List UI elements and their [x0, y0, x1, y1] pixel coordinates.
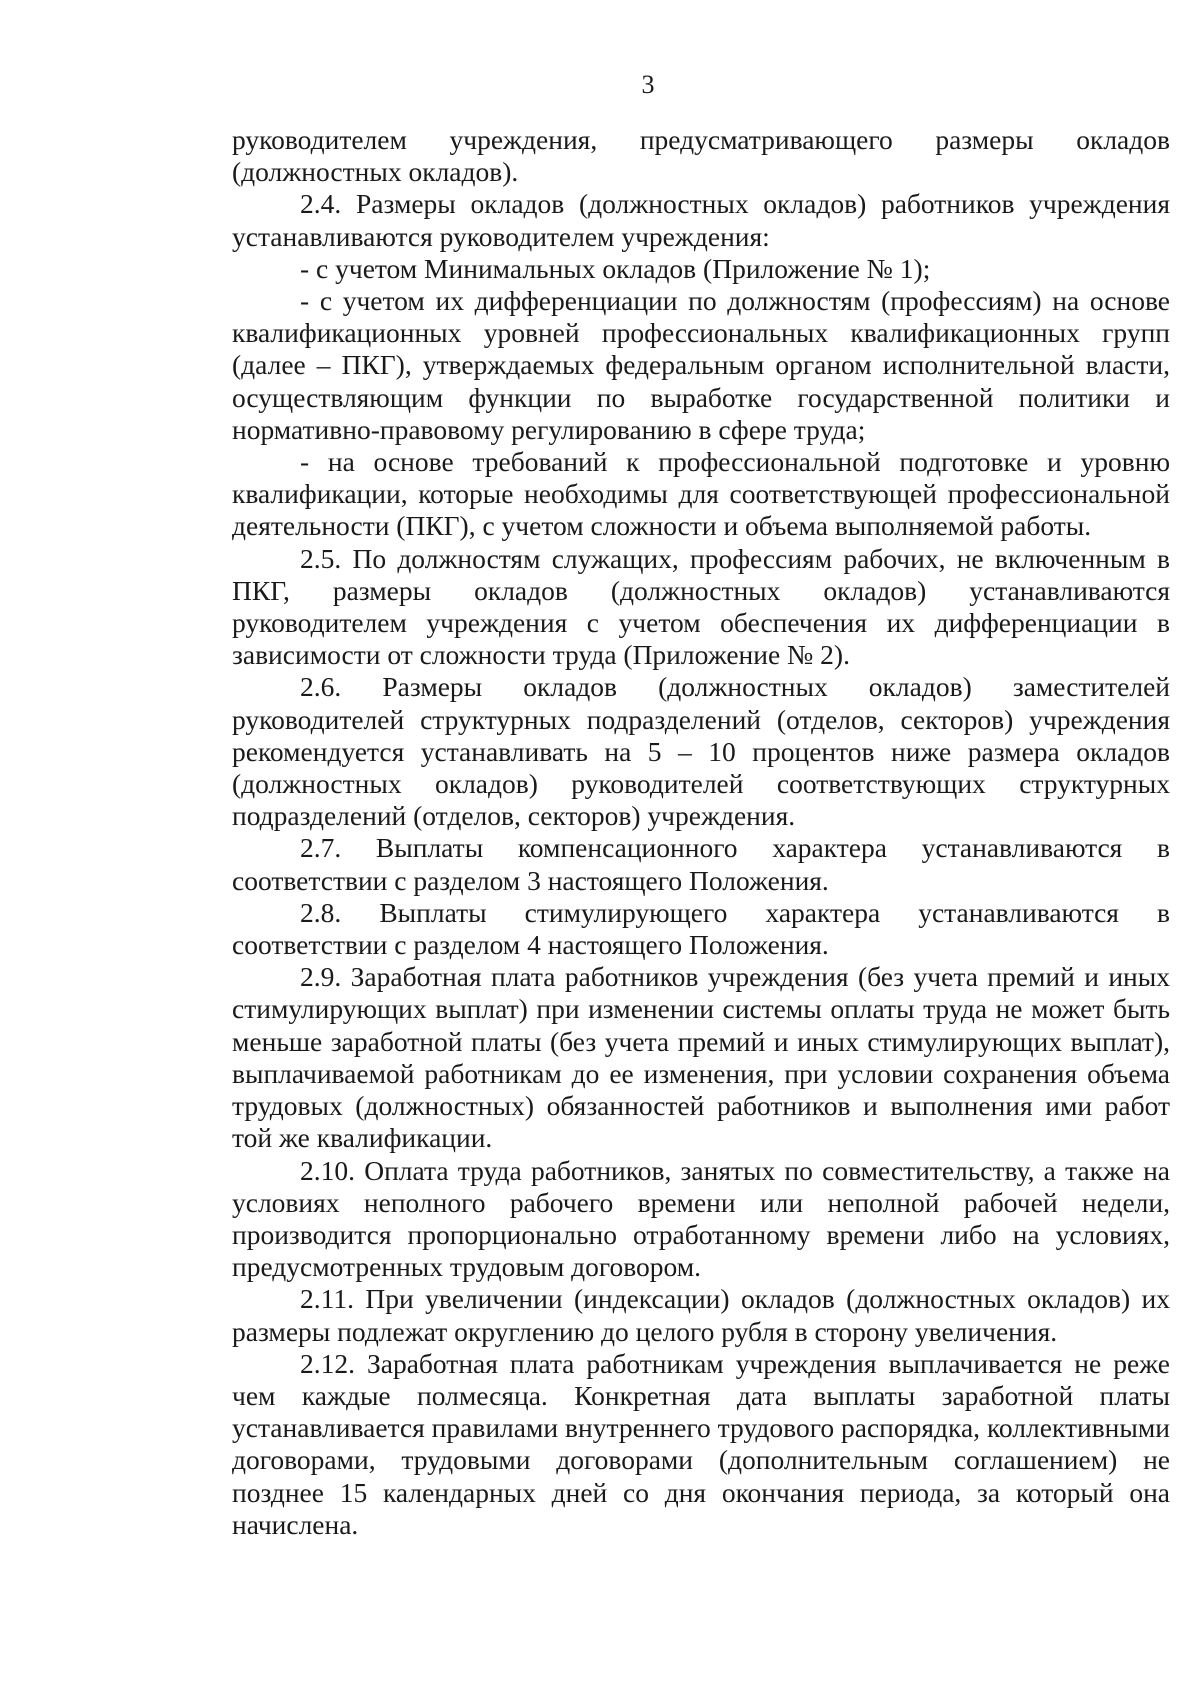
paragraph-2-11: 2.11. При увеличении (индексации) окладов (должностных окладов) их размеры подлежат округлению до целого рубля в сторону увеличения. [232, 1283, 1170, 1347]
paragraph-2-10: 2.10. Оплата труда работников, занятых по совместительству, а также на условиях неполного рабочего времени или неполной рабочей недели, производится пропорционально отработанному времени либо на условиях, предусмотренных трудовым договором. [232, 1154, 1170, 1283]
paragraph-2-12: 2.12. Заработная плата работникам учреждения выплачивается не реже чем каждые полмесяца. Конкретная дата выплаты заработной платы устанавливается правилами внутреннего трудового распорядка, коллективными договорами, трудовыми договорами (дополнительным соглашением) не позднее 15 календарных дней со дня окончания периода, за который она начислена. [232, 1347, 1170, 1540]
list-item-differentiation: - с учетом их дифференциации по должностям (профессиям) на основе квалификационных уровней профессиональных квалификационных групп (далее – ПКГ), утверждаемых федеральным органом исполнительной власти, осуществляющим функции по выработке государственной политики и нормативно-правовому регулированию в сфере труда; [232, 285, 1170, 445]
paragraph-2-9: 2.9. Заработная плата работников учреждения (без учета премий и иных стимулирующих выплат) при изменении системы оплаты труда не может быть меньше заработной платы (без учета премий и иных стимулирующих выплат), выплачиваемой работникам до ее изменения, при условии сохранения объема трудовых (должностных) обязанностей работников и выполнения ими работ той же квалификации. [232, 961, 1170, 1154]
paragraph-2-8: 2.8. Выплаты стимулирующего характера устанавливаются в соответствии с разделом 4 настоящего Положения. [232, 896, 1170, 961]
list-item-minimal-salaries: - с учетом Минимальных окладов (Приложение № 1); [300, 252, 931, 284]
paragraph-2-7: 2.7. Выплаты компенсационного характера устанавливаются в соответствии с разделом 3 настоящего Положения. [232, 832, 1170, 896]
document-body [232, 124, 1170, 1541]
paragraph-2-5: 2.5. По должностям служащих, профессиям рабочих, не включенным в ПКГ, размеры окладов (должностных окладов) устанавливаются руководителем учреждения с учетом обеспечения их дифференциации в зависимости от сложности труда (Приложение № 2). [232, 542, 1170, 671]
paragraph-2-4: 2.4. Размеры окладов (должностных окладов) работников учреждения устанавливаются руководителем учреждения: [232, 188, 1170, 252]
list-item-qualification-requirements: - на основе требований к профессиональной подготовке и уровню квалификации, которые необходимы для соответствующей профессиональной деятельности (ПКГ), с учетом сложности и объема выполняемой работы. [232, 446, 1170, 542]
paragraph-2-6: 2.6. Размеры окладов (должностных окладов) заместителей руководителей структурных подразделений (отделов, секторов) учреждения рекомендуется устанавливать на 5 – 10 процентов ниже размера окладов (должностных окладов) руководителей соответствующих структурных подразделений (отделов, секторов) учреждения. [232, 671, 1170, 832]
page-number: 3 [641, 70, 655, 99]
paragraph-continuation: руководителем учреждения, предусматривающего размеры окладов (должностных окладов). [232, 124, 1170, 188]
